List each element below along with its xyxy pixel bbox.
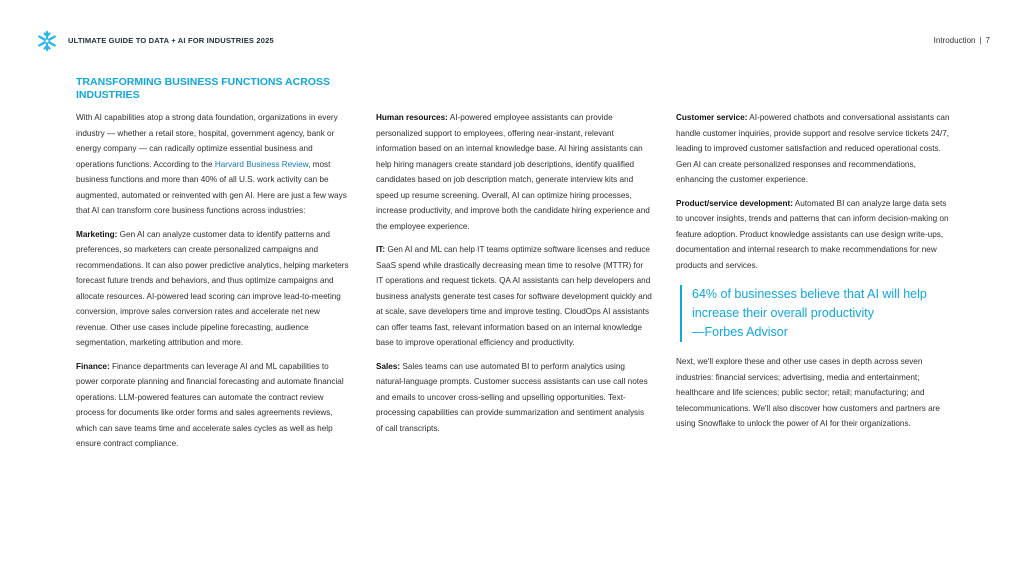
finance-paragraph — [76, 359, 349, 452]
intro-text: With AI capabilities atop a strong data foundation, organizations in every industry — whether a retail store, hospital, government agency, bank or energy company — can radically optimize essential business and operations functions. According to the — [76, 113, 338, 169]
intro-paragraph — [76, 110, 349, 219]
harvard-business-review-link[interactable]: Harvard Business Review — [214, 159, 309, 169]
quote-text: 64% of businesses believe that AI will help increase their overall productivity — [692, 287, 927, 320]
hr-paragraph — [376, 110, 652, 234]
product-label: Product/service development: — [676, 198, 793, 208]
it-paragraph — [376, 242, 652, 351]
snowflake-icon — [36, 30, 58, 52]
intro-text-continued: , most business functions and more than 40% of all U.S. work activity can be augmented, automated or reinvented with gen AI. Here are just a few ways that AI can transform core business functions across industries: — [76, 159, 347, 215]
column-left — [76, 110, 349, 460]
finance-label: Finance: — [76, 361, 110, 371]
marketing-label: Marketing: — [76, 229, 118, 239]
document-title: ULTIMATE GUIDE TO DATA + AI FOR INDUSTRIES 2025 — [68, 36, 274, 45]
section-name: Introduction — [933, 36, 976, 45]
marketing-paragraph — [76, 227, 349, 351]
finance-text: Finance departments can leverage AI and ML capabilities to power corporate planning and financial forecasting and automate financial operations. LLM-powered features can automate the contract review process for documents like order forms and sales agreements reviews, which can save teams time and accelerate sales cycles as well as help ensure contract compliance. — [76, 361, 344, 448]
column-middle — [376, 110, 652, 444]
product-text: Automated BI can analyze large data sets to uncover insights, trends and patterns that can inform decision-making on feature adoption. Product knowledge assistants can use design write-ups, documentation and internal research to make recommendations for new products and services. — [676, 198, 949, 270]
it-text: Gen AI and ML can help IT teams optimize software licenses and reduce SaaS spend while drastically decreasing mean time to resolve (MTTR) for IT operations and request tickets. QA AI assistants can help developers and business analysts generate test cases for software development quickly and at scale, save developers time and improve testing. CloudOps AI assistants can offer teams fast, relevant information based on an internal knowledge base to improve operational efficiency and productivity. — [376, 245, 652, 347]
customer-service-text: AI-powered chatbots and conversational assistants can handle customer inquiries, provide support and resolve service tickets 24/7, leading to improved customer satisfaction and reduced operational costs. Gen AI can create personalized responses and recommendations, enhancing the customer experience. — [676, 113, 950, 184]
pull-quote — [680, 285, 952, 342]
closing-paragraph: Next, we'll explore these and other use cases in depth across seven industries: financial services; advertising, media and entertainment; healthcare and life sciences; public sector; retail; manufacturing; and telecommunications. We'll also discover how customers and partners are using Snowflake to unlock the power of AI for their organizations. — [676, 357, 940, 428]
customer-service-paragraph — [676, 110, 952, 188]
section-title: TRANSFORMING BUSINESS FUNCTIONS ACROSS INDUSTRIES — [76, 76, 330, 101]
hr-label: Human resources: — [376, 113, 448, 122]
separator: | — [979, 36, 982, 45]
page-header — [36, 30, 990, 52]
page-number: 7 — [985, 36, 990, 45]
hr-text: AI-powered employee assistants can provide personalized support to employees, offering near-instant, relevant information based on an internal knowledge base. AI hiring assistants can help hiring managers create standard job descriptions, identify qualified candidates based on job description match, generate interview kits and speed up resume screening. Overall, AI can optimize hiring processes, increase productivity, and improve both the candidate hiring experience and the employee experience. — [376, 113, 650, 231]
product-paragraph — [676, 196, 952, 274]
sales-text: Sales teams can use automated BI to perform analytics using natural-language prompts. Customer success assistants can use call notes and emails to uncover cross-selling and upselling opportunities. Text-processing capabilities can provide summarization and sentiment analysis of call transcripts. — [376, 361, 648, 433]
sales-label: Sales: — [376, 361, 401, 371]
column-right — [676, 110, 952, 440]
customer-service-label: Customer service: — [676, 113, 748, 122]
page-reference — [934, 36, 990, 45]
it-label: IT: — [376, 245, 386, 254]
quote-attribution: —Forbes Advisor — [692, 325, 788, 339]
marketing-text: Gen AI can analyze customer data to identify patterns and preferences, so marketers can create personalized campaigns and recommendations. It can also power predictive analytics, helping marketers forecast future trends and behaviors, and thus optimize campaigns and allocate resources. AI-powered lead scoring can improve lead-to-meeting conversion, improve sales conversion rates and accelerate net new revenue. Other use cases include pipeline forecasting, audience segmentation, marketing attribution and more. — [76, 229, 349, 347]
sales-paragraph — [376, 359, 652, 437]
